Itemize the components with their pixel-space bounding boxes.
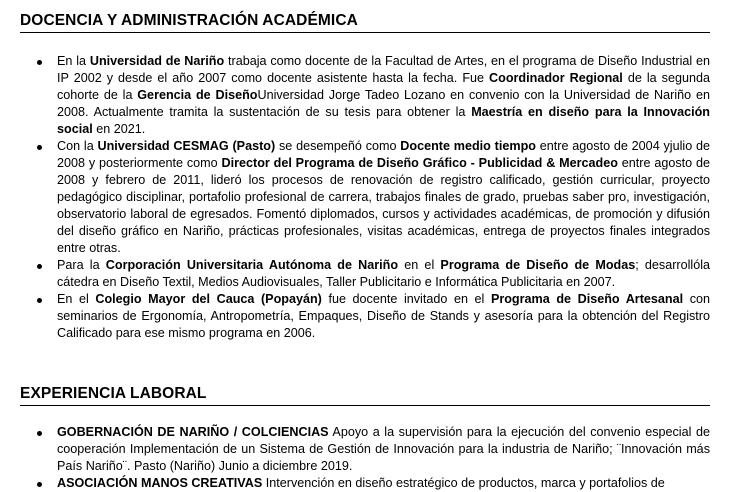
bold-text: Programa de Diseño Artesanal — [490, 292, 684, 306]
bold-text: Director del Programa de Diseño Gráfico - Publicidad & Mercadeo — [221, 156, 618, 170]
text-run: En la — [57, 54, 90, 68]
bold-text: Programa de Diseño de Modas — [440, 258, 636, 272]
text-run: con seminarios de Ergonomía, Antropometría, Empaques, Diseño de Stands y asesoría para la obtención del Registro Calificado para ese mismo programa en 2006. — [57, 292, 710, 340]
experiencia-section — [20, 385, 710, 492]
text-run: ; desarrollóla cátedra en Diseño Textil, Medios Audiovisuales, Taller Publicitario e Informática Publicitaria en 2007. — [57, 258, 711, 289]
text-run: en 2021. — [92, 122, 146, 136]
experiencia-list — [20, 424, 710, 492]
text-run: trabaja como docente de la Facultad de Artes, en el programa de Diseño Industrial en IP 2002 y desde el año 2007 como docente asistente hasta la fecha. Fue — [57, 54, 710, 85]
text-run: en el — [398, 258, 441, 272]
bold-text: GOBERNACIÓN DE NARIÑO / COLCIENCIAS — [57, 425, 329, 439]
text-run: Con la — [57, 139, 98, 153]
bold-text: Universidad de Nariño — [89, 54, 225, 68]
list-item — [20, 475, 710, 492]
text-run: se desempeñó como — [275, 139, 401, 153]
text-run: de la segunda cohorte de la — [57, 71, 711, 102]
text-run: Apoyo a la supervisión para la ejecución del convenio especial de cooperación Implementación de un Sistema de Gestión de Innovación para la industria de Nariño; ¨Innovación más País Nariño¨. Pasto (Nariño) Junio a diciembre 2019. — [57, 425, 710, 473]
bold-text: Colegio Mayor del Cauca (Popayán) — [95, 292, 322, 306]
text-run: Para la — [57, 258, 106, 272]
docencia-section — [20, 12, 710, 342]
text-run: Intervención en diseño estratégico de productos, marca y portafolios de — [262, 476, 665, 490]
bold-text: ASOCIACIÓN MANOS CREATIVAS — [57, 476, 263, 490]
text-run: fue docente invitado en el — [321, 292, 491, 306]
bold-text: Universidad CESMAG (Pasto) — [97, 139, 276, 153]
text-run: entre agosto de 2008 y febrero de 2011, lideró los procesos de renovación de registro calificado, gestión curricular, proyecto pedagógico disciplinar, portafolio profesional de carrera, trabajos finales de grado, pruebas saber pro, investigación, observatorio laboral de egresados. Fomentó diplomados, cursos y actividades académicas, de promoción y difusión del diseño gráfico en Nariño, prácticas profesionales, visitas académicas, entrega de proyectos finales integrados entre otras. — [57, 156, 710, 255]
experiencia-heading: EXPERIENCIA LABORAL — [20, 385, 710, 406]
bold-text: Gerencia de Diseño — [137, 88, 258, 102]
bold-text: Corporación Universitaria Autónoma de Nariño — [105, 258, 399, 272]
bold-text: Coordinador Regional — [489, 71, 623, 85]
text-run: En el — [57, 292, 96, 306]
text-run: entre agosto de 2004 yjulio de 2008 y posteriormente como — [57, 139, 710, 170]
list-item — [20, 257, 710, 291]
list-item — [20, 424, 710, 475]
text-run: Universidad Jorge Tadeo Lozano en convenio con la Universidad de Nariño en 2008. Actualmente tramita la sustentación de su tesis para obtener la — [57, 88, 710, 119]
docencia-list — [20, 53, 710, 342]
bold-text: Docente medio tiempo — [400, 139, 536, 153]
bold-text: Maestría en diseño para la Innovación social — [57, 105, 710, 136]
list-item — [20, 291, 710, 342]
list-item — [20, 53, 710, 138]
list-item — [20, 138, 710, 257]
docencia-heading: DOCENCIA Y ADMINISTRACIÓN ACADÉMICA — [20, 12, 710, 33]
